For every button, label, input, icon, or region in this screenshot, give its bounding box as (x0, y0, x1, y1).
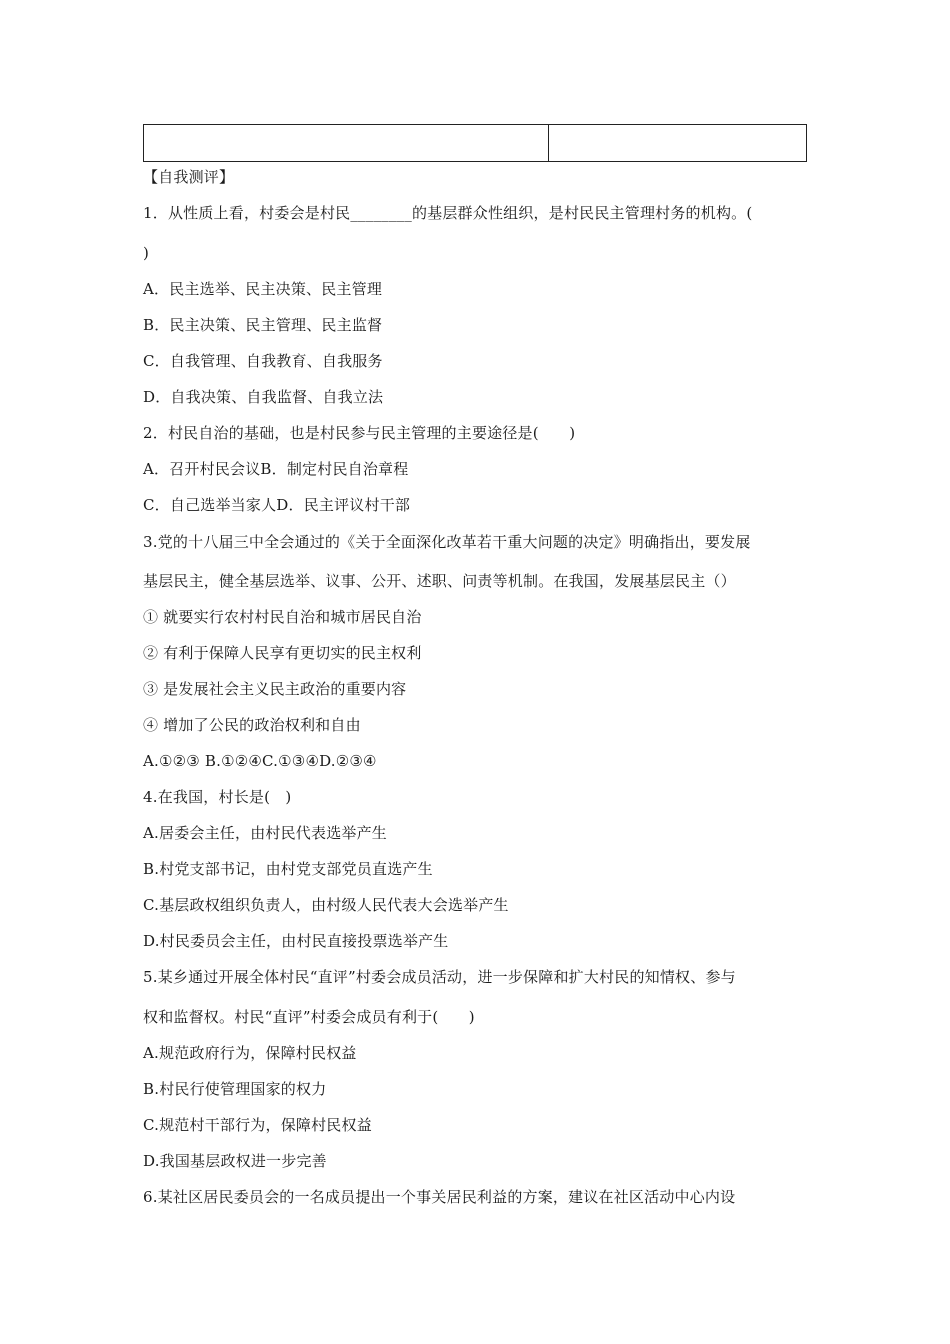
question-1-stem-line-2: ) (143, 244, 150, 262)
question-2-stem: 2．村民自治的基础，也是村民参与民主管理的主要途径是( ) (143, 424, 576, 442)
question-4-stem: 4.在我国，村长是( ) (143, 788, 292, 806)
section-title: 【自我测评】 (143, 168, 235, 186)
question-1-option-a: A．民主选举、民主决策、民主管理 (143, 280, 383, 298)
question-3-options: A.①②③ B.①②④C.①③④D.②③④ (143, 752, 377, 770)
question-5-option-a: A.规范政府行为，保障村民权益 (143, 1044, 357, 1062)
question-5-option-b: B.村民行使管理国家的权力 (143, 1080, 327, 1098)
question-1-option-d: D．自我决策、自我监督、自我立法 (143, 388, 384, 406)
question-5-option-d: D.我国基层政权进一步完善 (143, 1152, 327, 1170)
question-1-stem-line-1: 1．从性质上看，村委会是村民________的基层群众性组织，是村民民主管理村务的机构。( (143, 204, 753, 222)
question-3-statement-4: ④ 增加了公民的政治权利和自由 (143, 716, 361, 734)
header-table-cell-right (549, 125, 806, 161)
header-table-cell-left (144, 125, 549, 161)
question-3-statement-3: ③ 是发展社会主义民主政治的重要内容 (143, 680, 407, 698)
question-3-statement-2: ② 有利于保障人民享有更切实的民主权利 (143, 644, 422, 662)
question-2-options-ab: A．召开村民会议B．制定村民自治章程 (143, 460, 409, 478)
question-3-stem-line-2: 基层民主，健全基层选举、议事、公开、述职、问责等机制。在我国，发展基层民主（） (143, 572, 736, 590)
question-5-stem-line-2: 权和监督权。村民“直评”村委会成员有利于( ) (143, 1008, 475, 1026)
question-4-option-b: B.村党支部书记，由村党支部党员直选产生 (143, 860, 433, 878)
question-6-stem-line-1: 6.某社区居民委员会的一名成员提出一个事关居民利益的方案，建议在社区活动中心内设 (143, 1188, 736, 1206)
question-3-statement-1: ① 就要实行农村村民自治和城市居民自治 (143, 608, 422, 626)
question-1-option-c: C．自我管理、自我教育、自我服务 (143, 352, 383, 370)
question-3-stem-line-1: 3.党的十八届三中全会通过的《关于全面深化改革若干重大问题的决定》明确指出，要发展 (143, 533, 751, 551)
question-2-options-cd: C．自己选举当家人D．民主评议村干部 (143, 496, 411, 514)
question-4-option-c: C.基层政权组织负责人，由村级人民代表大会选举产生 (143, 896, 509, 914)
question-4-option-a: A.居委会主任，由村民代表选举产生 (143, 824, 388, 842)
question-1-option-b: B．民主决策、民主管理、民主监督 (143, 316, 383, 334)
question-4-option-d: D.村民委员会主任，由村民直接投票选举产生 (143, 932, 449, 950)
header-table (143, 124, 807, 162)
question-5-option-c: C.规范村干部行为，保障村民权益 (143, 1116, 372, 1134)
question-5-stem-line-1: 5.某乡通过开展全体村民“直评”村委会成员活动，进一步保障和扩大村民的知情权、参与 (143, 968, 736, 986)
